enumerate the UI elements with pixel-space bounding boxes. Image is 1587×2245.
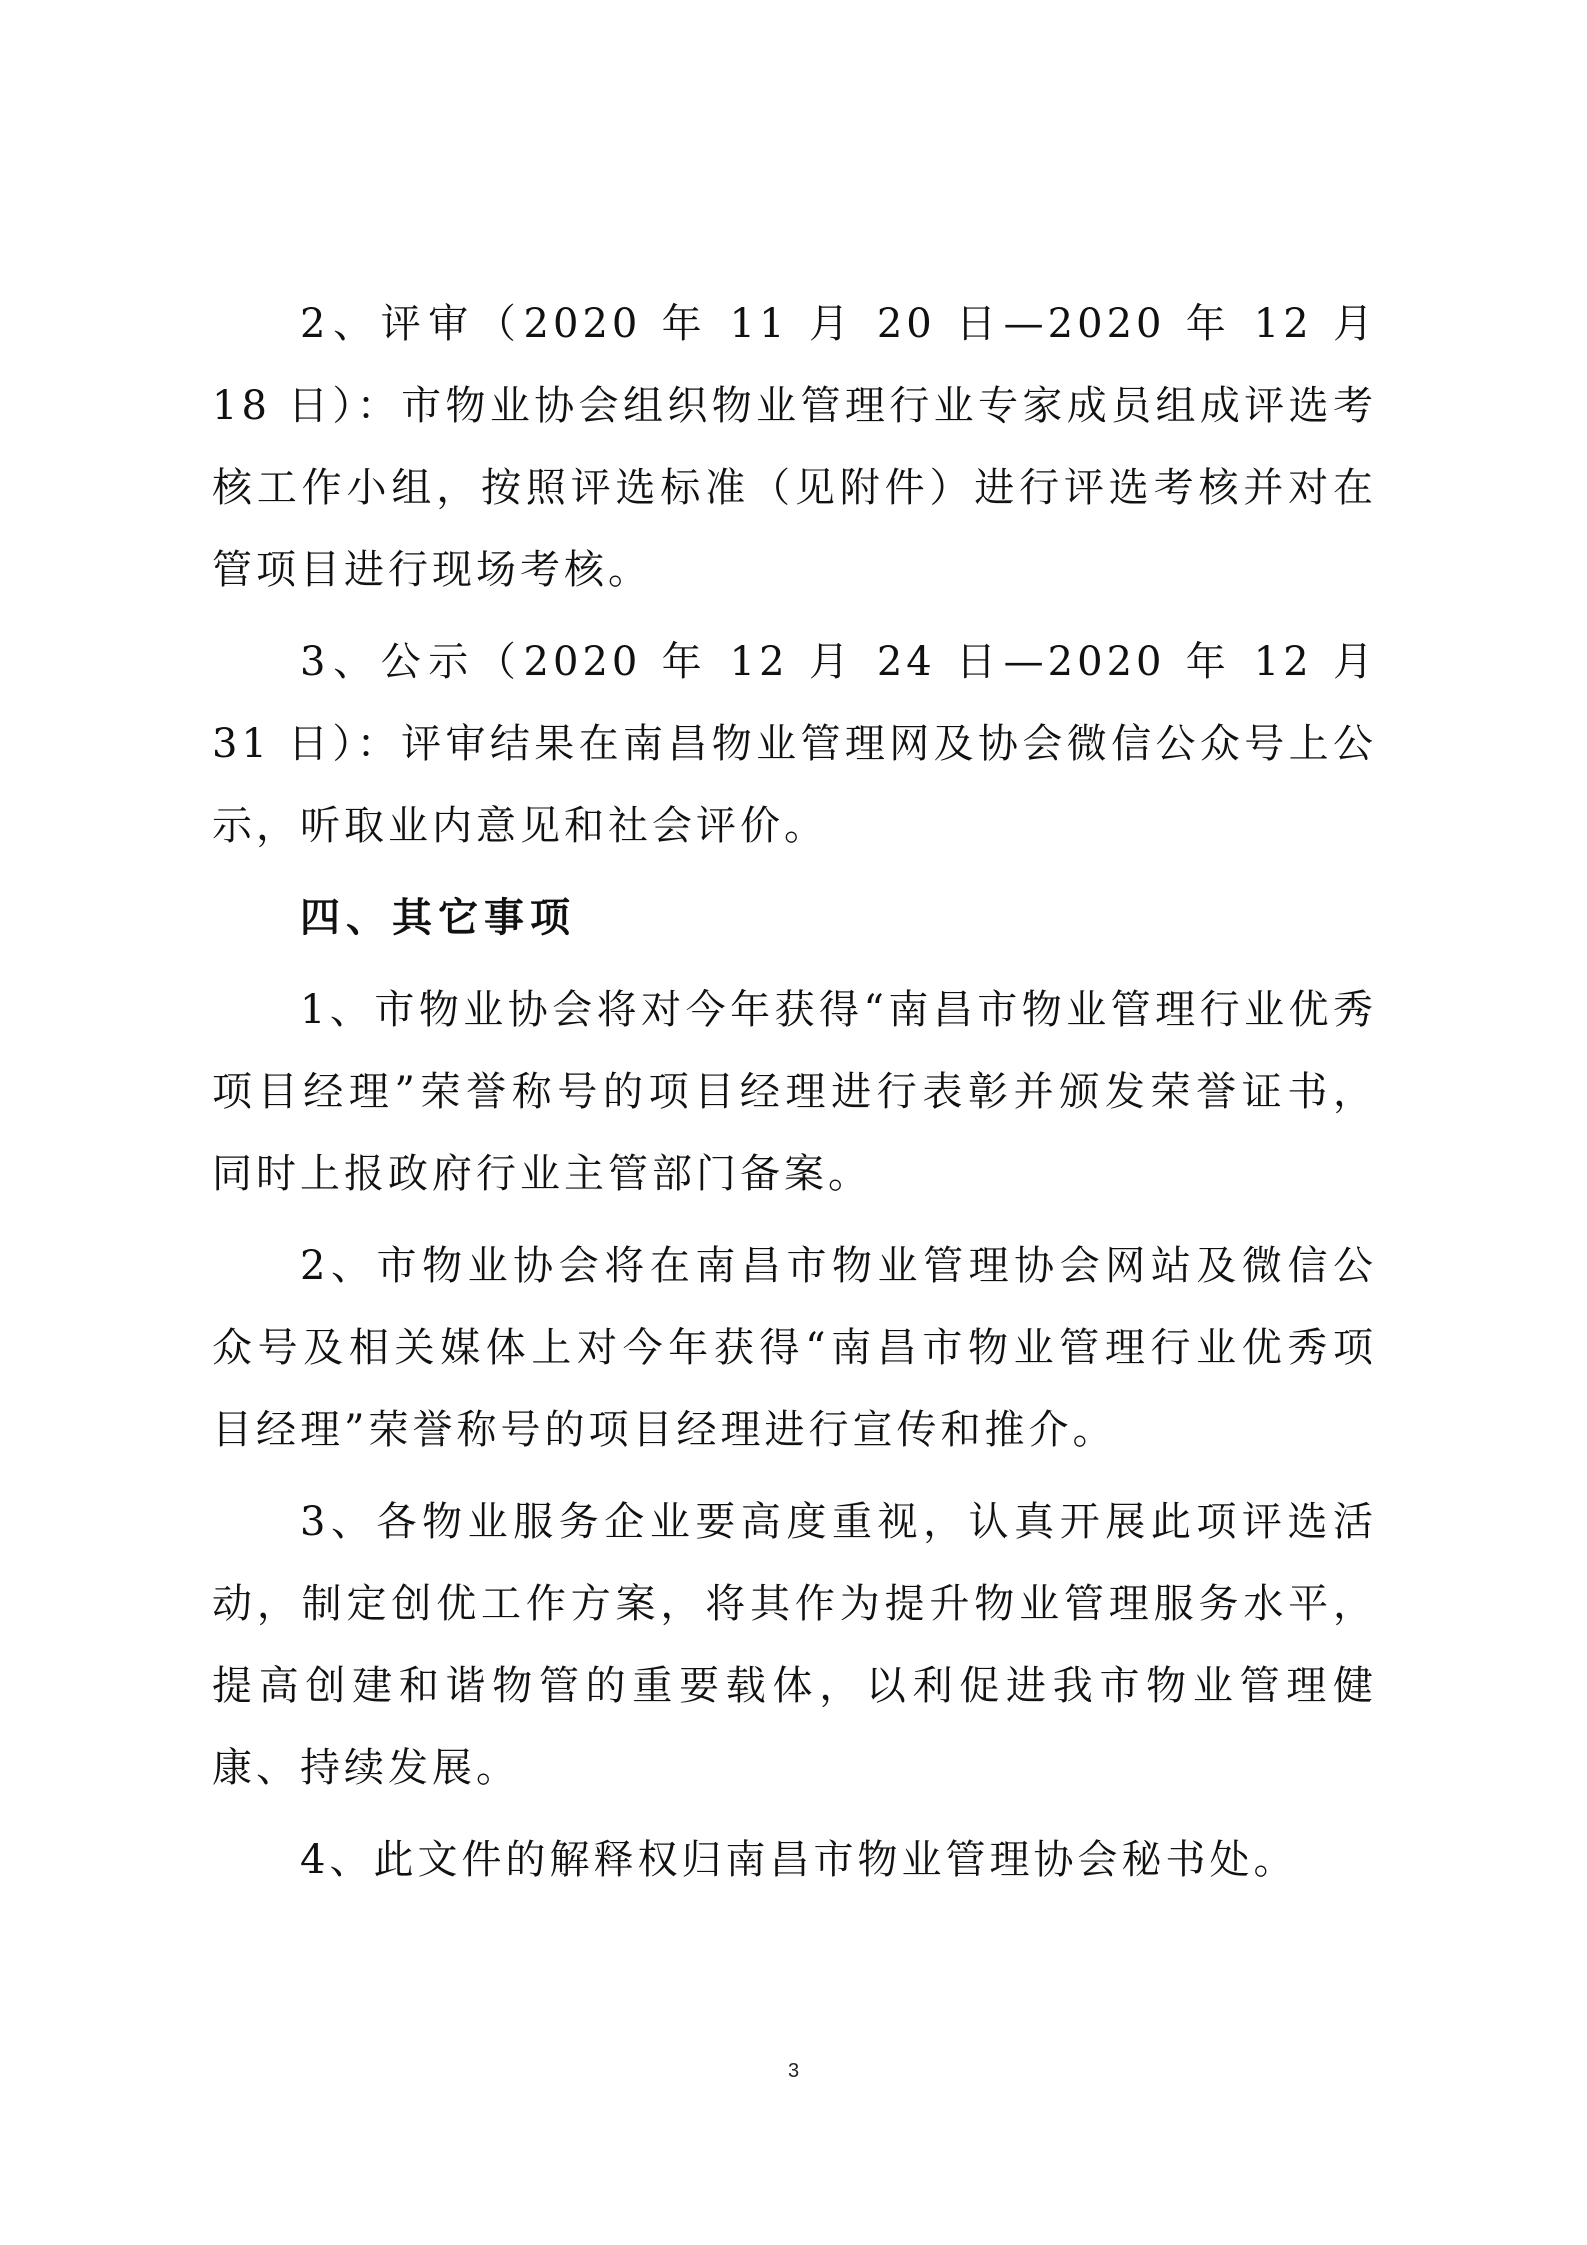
page-number: 3 [787, 2060, 800, 2082]
document-body [212, 283, 1377, 1911]
paragraph-other-item-1: 1、市物业协会将对今年获得“南昌市物业管理行业优秀项目经理”荣誉称号的项目经理进行表彰并颁发荣誉证书，同时上报政府行业主管部门备案。 [212, 987, 1377, 1197]
paragraph-other-item-4: 4、此文件的解释权归南昌市物业管理协会秘书处。 [300, 1837, 1298, 1883]
paragraph-other-item-3: 3、各物业服务企业要高度重视，认真开展此项评选活动，制定创优工作方案，将其作为提升物业管理服务水平，提高创建和谐物管的重要载体，以利促进我市物业管理健康、持续发展。 [212, 1499, 1377, 1791]
paragraph-review-step: 2、评审（2020 年 11 月 20 日—2020 年 12 月 18 日）：市物业协会组织物业管理行业专家成员组成评选考核工作小组，按照评选标准（见附件）进行评选考核并对在管项目进行现场考核。 [212, 301, 1377, 593]
paragraph-publicity-step: 3、公示（2020 年 12 月 24 日—2020 年 12 月 31 日）：评审结果在南昌物业管理网及协会微信公众号上公示，听取业内意见和社会评价。 [212, 639, 1377, 849]
section-heading: 四、其它事项 [300, 895, 576, 941]
paragraph-other-item-2: 2、市物业协会将在南昌市物业管理协会网站及微信公众号及相关媒体上对今年获得“南昌市物业管理行业优秀项目经理”荣誉称号的项目经理进行宣传和推介。 [212, 1243, 1377, 1453]
